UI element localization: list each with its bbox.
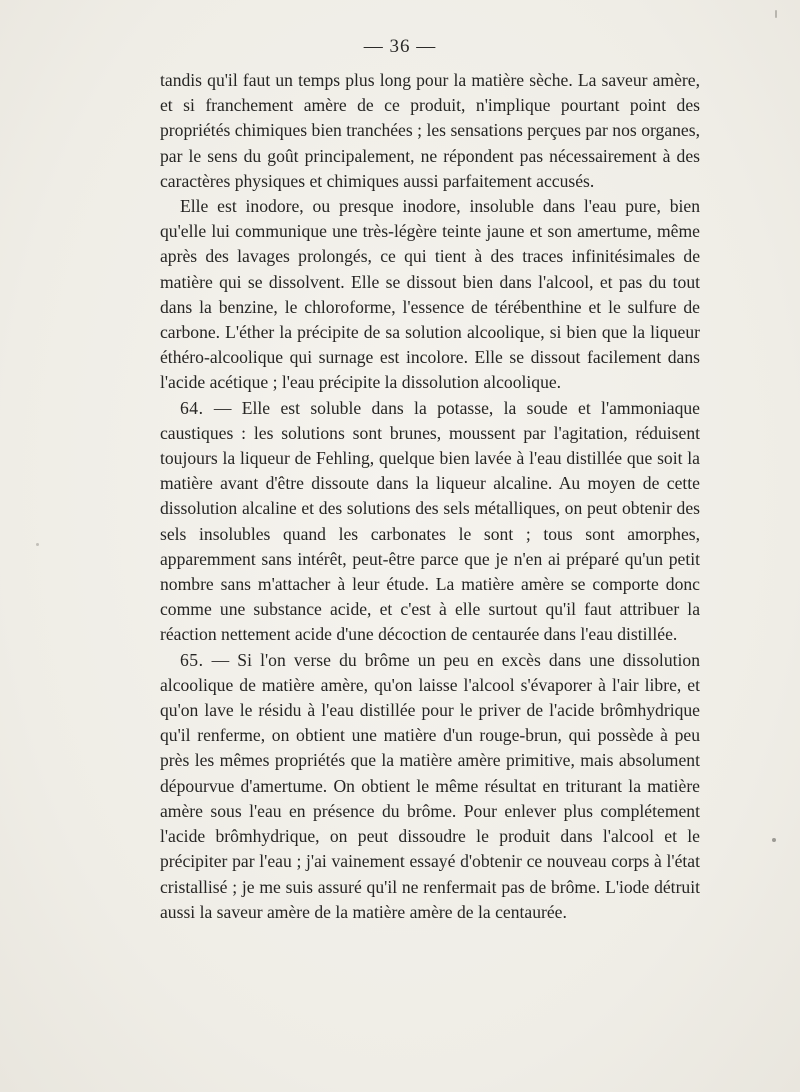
- paragraph-number: 64.: [180, 397, 204, 418]
- body-text: [160, 68, 700, 925]
- paragraph-text: Elle est inodore, ou presque inodore, insoluble dans l'eau pure, bien qu'elle lui communique une très-légère teinte jaune et son amertume, même après des lavages prolongés, ce qui tient à des traces infinitésimales de matière qui se dissolvent. Elle se dissout bien dans l'alcool, et pas du tout dans la benzine, le chloroforme, l'essence de térébenthine et le sulfure de carbone. L'éther la précipite de sa solution alcoolique, si bien que la liqueur éthéro-alcoolique qui surnage est incolore. Elle se dissout facilement dans l'acide acétique ; l'eau précipite la dissolution alcoolique.: [160, 196, 700, 393]
- paragraph-text: tandis qu'il faut un temps plus long pour la matière sèche. La saveur amère, et si franchement amère de ce produit, n'implique pourtant point des propriétés chimiques bien tranchées ; les sensations perçues par nos organes, par le sens du goût principalement, ne répondent pas nécessairement à des caractères physiques et chimiques aussi parfaitement accusés.: [160, 70, 700, 191]
- paragraph-number: 65.: [180, 649, 204, 670]
- paragraph-65: [160, 648, 700, 925]
- paper-speck: [772, 838, 776, 842]
- paragraph: [160, 194, 700, 396]
- paper-speck: [36, 543, 39, 546]
- paragraph-continued: [160, 68, 700, 194]
- paragraph-64: [160, 396, 700, 648]
- page-number: — 36 —: [363, 36, 437, 57]
- paper-speck: [775, 10, 777, 18]
- paragraph-text: — Elle est soluble dans la potasse, la soude et l'ammoniaque caustiques : les solutions sont brunes, moussent par l'agitation, réduisent toujours la liqueur de Fehling, quelque bien lavée à l'eau distillée que soit la matière avant d'être dissoute dans la liqueur alcaline. Au moyen de cette dissolution alcaline et des solutions des sels métalliques, on peut obtenir des sels insolubles quand les carbonates le sont ; tous sont amorphes, apparemment sans intérêt, peut-être parce que je n'en ai préparé qu'un petit nombre sans m'attacher à leur étude. La matière amère se comporte donc comme une substance acide, et c'est à elle surtout qu'il faut attribuer la réaction nettement acide d'une décoction de centaurée dans l'eau distillée.: [160, 397, 700, 645]
- paragraph-text: — Si l'on verse du brôme un peu en excès dans une dissolution alcoolique de matière amère, qu'on laisse l'alcool s'évaporer à l'air libre, et qu'on lave le résidu à l'eau distillée pour le priver de l'acide brômhydrique qu'il renferme, on obtient une matière d'un rouge-brun, qui possède à peu près les mêmes propriétés que la matière amère primitive, mais absolument dépourvue d'amertume. On obtient le même résultat en triturant la matière amère sous l'eau en présence du brôme. Pour enlever plus complétement l'acide brômhydrique, on peut dissoudre le produit dans l'alcool et le précipiter par l'eau ; j'ai vainement essayé d'obtenir ce nouveau corps à l'état cristallisé ; je me suis assuré qu'il ne renfermait pas de brôme. L'iode détruit aussi la saveur amère de la matière amère de la centaurée.: [160, 649, 700, 922]
